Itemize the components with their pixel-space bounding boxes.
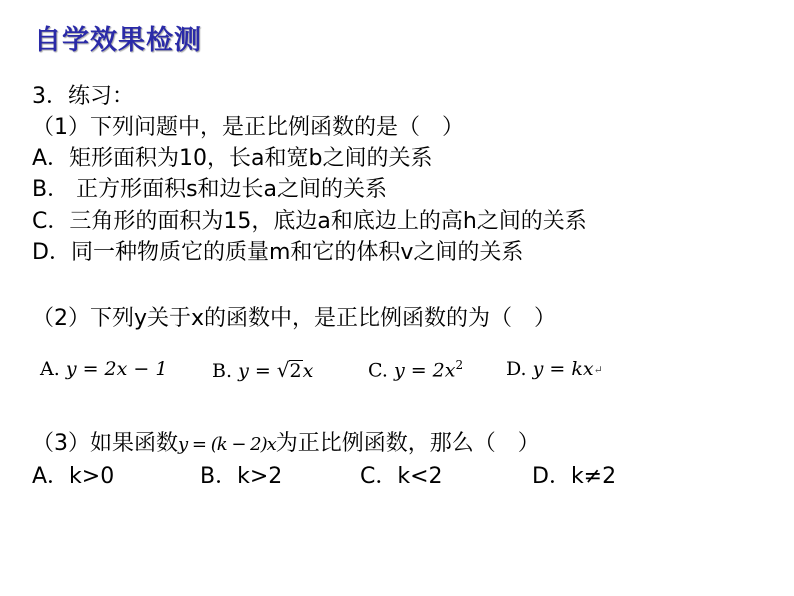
q2-stem: （2）下列y关于x的函数中，是正比例函数的为（ ） bbox=[32, 306, 557, 331]
q2-option-d: D. y = kx↵ bbox=[506, 358, 603, 380]
q3-option-b: B．k>2 bbox=[200, 464, 283, 489]
q3-stem: （3）如果函数y = (k − 2)x为正比例函数，那么（ ） bbox=[32, 431, 540, 456]
paragraph-mark-icon: ↵ bbox=[593, 363, 603, 377]
q1-option-d: D．同一种物质它的质量m和它的体积v之间的关系 bbox=[32, 240, 524, 265]
q1-stem: （1）下列问题中，是正比例函数的是（ ） bbox=[32, 115, 464, 140]
section-label: 3．练习： bbox=[32, 84, 134, 109]
q1-option-a: A．矩形面积为10，长a和宽b之间的关系 bbox=[32, 146, 433, 171]
q1-option-b: B． 正方形面积s和边长a之间的关系 bbox=[32, 177, 388, 202]
q3-option-c: C．k<2 bbox=[360, 464, 443, 489]
q3-formula: y = (k − 2)x bbox=[178, 434, 276, 455]
q2-option-c: C. $y = 2x^2$ bbox=[368, 358, 464, 382]
sqrt-symbol: √ bbox=[276, 358, 290, 382]
q2-option-a: A. y = 2x − 1 bbox=[40, 358, 168, 380]
page-title: 自学效果检测 bbox=[34, 25, 202, 56]
q1-option-c: C．三角形的面积为15，底边a和底边上的高h之间的关系 bbox=[32, 209, 587, 234]
q2-option-b: B. y = √2x bbox=[212, 358, 314, 382]
q3-option-a: A．k>0 bbox=[32, 464, 115, 489]
q3-option-d: D．k≠2 bbox=[532, 464, 617, 489]
